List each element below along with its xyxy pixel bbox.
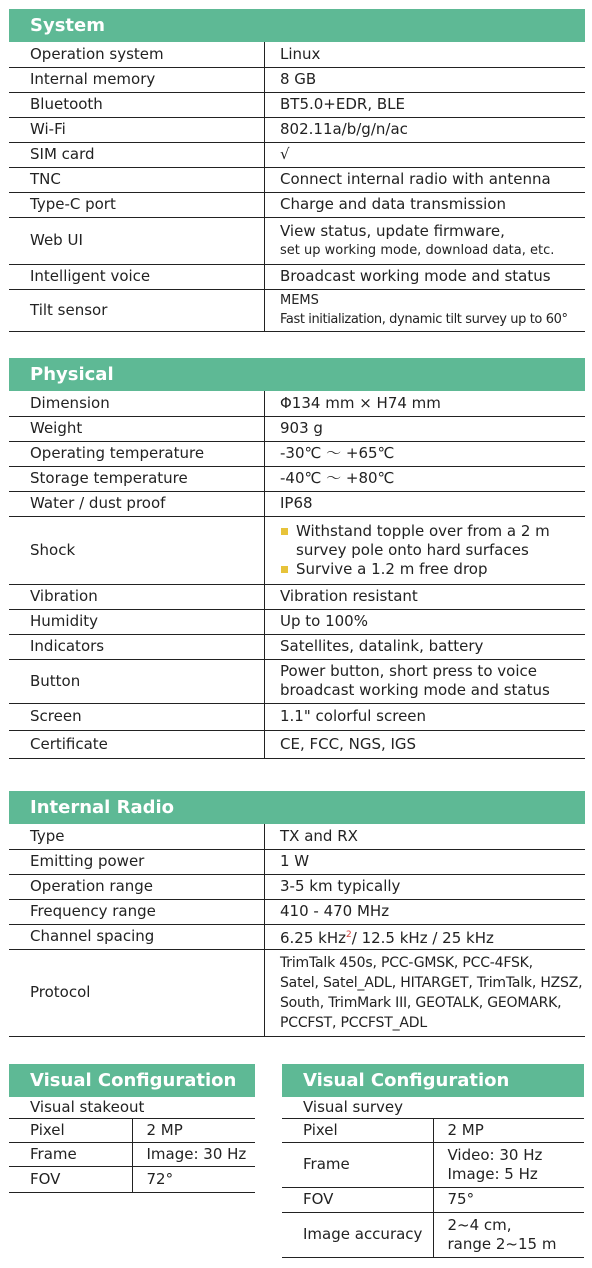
table-row: FOV 72°	[9, 1166, 255, 1192]
visual-left-table	[9, 1097, 255, 1193]
visual-left-header: Visual Configuration	[9, 1064, 255, 1097]
table-row: Operation range 3-5 km typically	[9, 874, 585, 899]
table-row: Operation system Linux	[9, 42, 585, 67]
table-row: Operating temperature -30℃ ～ +65℃	[9, 441, 585, 466]
table-row: Web UI View status, update firmware, set up working mode, download data, etc.	[9, 217, 585, 264]
table-row: Humidity Up to 100%	[9, 609, 585, 634]
table-row: Intelligent voice Broadcast working mode and status	[9, 264, 585, 289]
table-row: Tilt sensor MEMS Fast initialization, dynamic tilt survey up to 60°	[9, 289, 585, 331]
radio-header: Internal Radio	[9, 791, 585, 824]
table-row: Visual survey	[282, 1097, 584, 1118]
system-header: System	[9, 9, 585, 42]
table-row: Storage temperature -40℃ ～ +80℃	[9, 466, 585, 491]
table-row: Protocol TrimTalk 450s, PCC-GMSK, PCC-4FSK, Satel, Satel_ADL, HITARGET, TrimTalk, HZSZ, South, TrimMark III, GEOTALK, GEOMARK, PCCFST, PCCFST_ADL	[9, 949, 585, 1036]
physical-table	[9, 391, 585, 759]
table-row: Screen 1.1" colorful screen	[9, 703, 585, 730]
table-row: Type TX and RX	[9, 824, 585, 849]
table-row: Certificate CE, FCC, NGS, IGS	[9, 730, 585, 758]
table-row: TNC Connect internal radio with antenna	[9, 167, 585, 192]
table-row: Dimension Φ134 mm × H74 mm	[9, 391, 585, 416]
table-row: Emitting power 1 W	[9, 849, 585, 874]
system-section	[9, 9, 585, 332]
table-row: Shock Withstand topple over from a 2 m survey pole onto hard surfaces Survive a 1.2 m free drop	[9, 516, 585, 584]
table-row: Pixel 2 MP	[282, 1118, 584, 1142]
table-row: Water / dust proof IP68	[9, 491, 585, 516]
radio-table	[9, 824, 585, 1037]
visual-right-header: Visual Configuration	[282, 1064, 584, 1097]
visual-stakeout-section	[9, 1064, 255, 1193]
table-row: Image accuracy 2~4 cm, range 2~15 m	[282, 1212, 584, 1257]
table-row: Frequency range 410 - 470 MHz	[9, 899, 585, 924]
table-row: Pixel 2 MP	[9, 1118, 255, 1142]
table-row: SIM card √	[9, 142, 585, 167]
table-row: Internal memory 8 GB	[9, 67, 585, 92]
table-row: Frame Video: 30 Hz Image: 5 Hz	[282, 1142, 584, 1187]
table-row: Button Power button, short press to voice broadcast working mode and status	[9, 659, 585, 703]
table-row: Wi-Fi 802.11a/b/g/n/ac	[9, 117, 585, 142]
physical-section	[9, 358, 585, 759]
system-table	[9, 42, 585, 332]
table-row: Bluetooth BT5.0+EDR, BLE	[9, 92, 585, 117]
visual-survey-section	[282, 1064, 584, 1258]
table-row: Indicators Satellites, datalink, battery	[9, 634, 585, 659]
table-row: Visual stakeout	[9, 1097, 255, 1118]
radio-section	[9, 791, 585, 1037]
bullet-item: Withstand topple over from a 2 m	[280, 522, 585, 541]
table-row: Vibration Vibration resistant	[9, 584, 585, 609]
physical-header: Physical	[9, 358, 585, 391]
table-row: FOV 75°	[282, 1187, 584, 1212]
table-row: Type-C port Charge and data transmission	[9, 192, 585, 217]
table-row: Frame Image: 30 Hz	[9, 1142, 255, 1166]
visual-right-table	[282, 1097, 584, 1258]
table-row: Channel spacing 6.25 kHz$^2$/ 12.5 kHz / 25 kHz	[9, 924, 585, 949]
bullet-item: Survive a 1.2 m free drop	[280, 560, 585, 579]
table-row: Weight 903 g	[9, 416, 585, 441]
